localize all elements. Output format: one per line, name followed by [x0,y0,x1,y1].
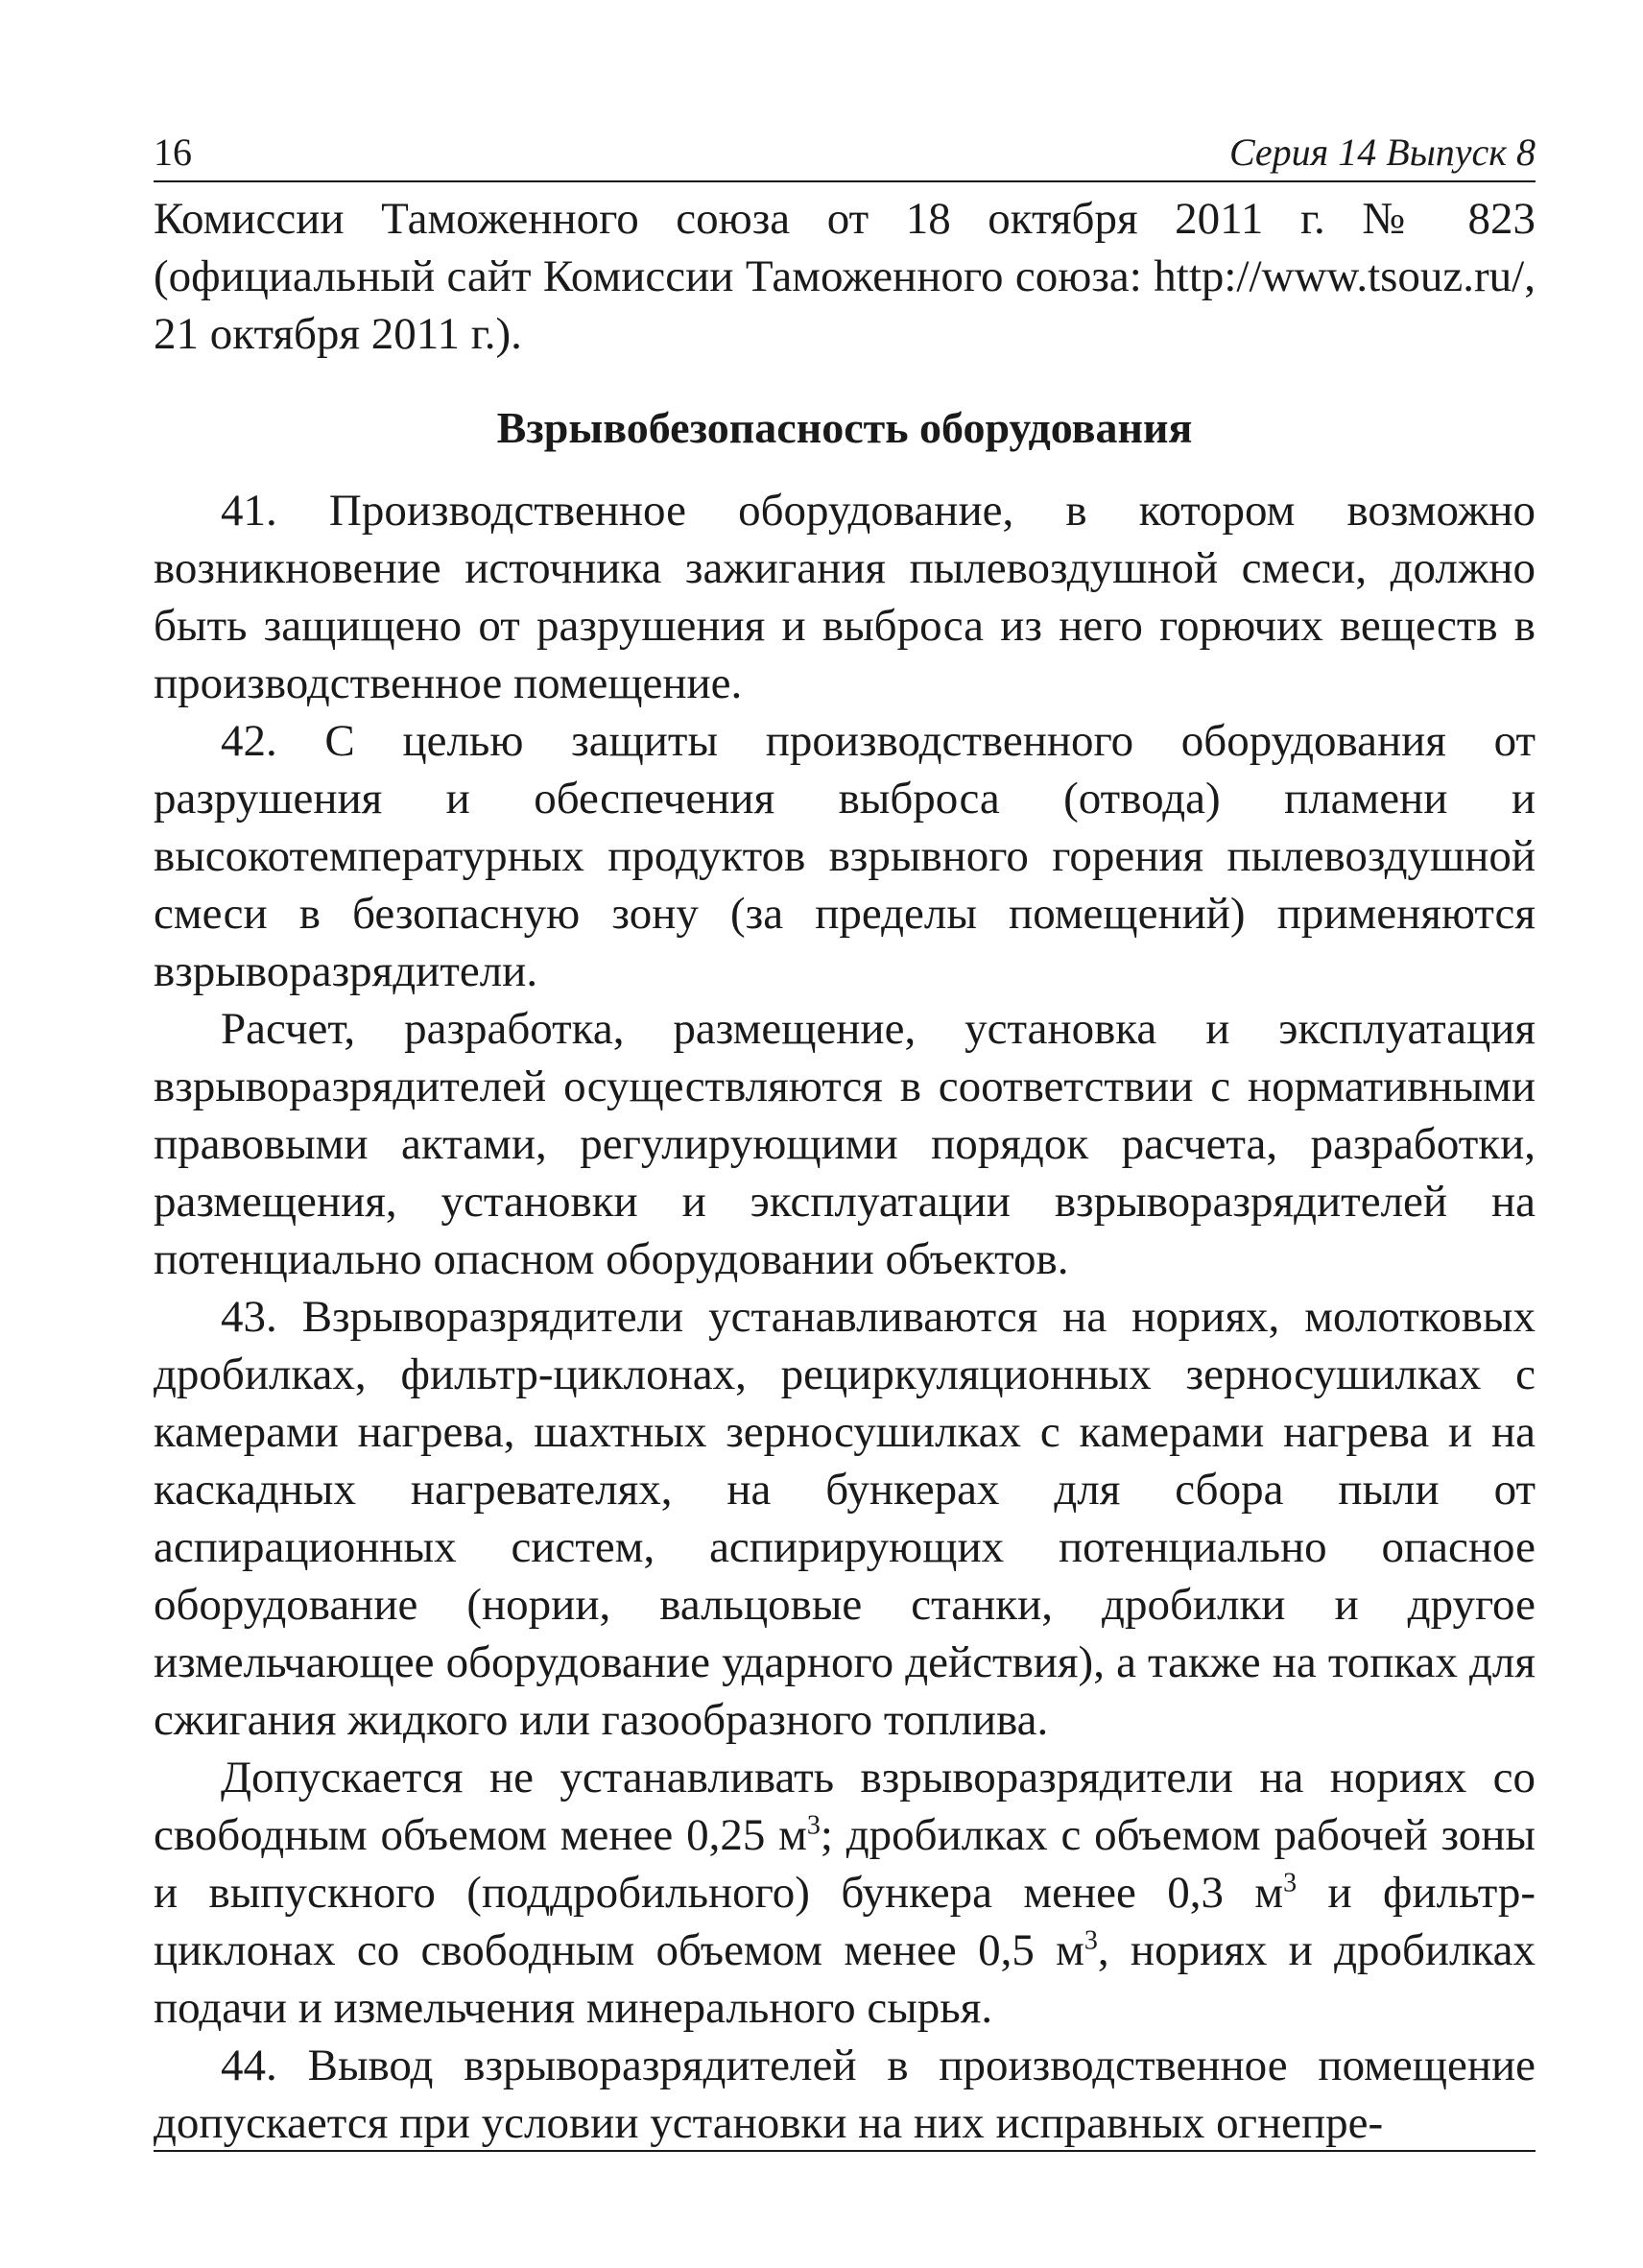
superscript: 3 [1083,1925,1098,1956]
paragraph-44: 44. Вывод взрыворазрядителей в производственное помещение допускается при условии установки на них исправных огнепре- [154,2041,1536,2148]
superscript: 3 [806,1810,821,1841]
paragraph-42: 42. С целью защиты производственного оборудования от разрушения и обеспечения выброса (отвода) пламени и высокотемпературных продуктов взрывного горения пылевоздушной смеси в безопасную зону (за пределы помещений) применяются взрыворазрядители. [154,716,1536,996]
footnote-divider [154,2150,1536,2152]
text-fragment: ; дробилках с объемом рабочей зоны и выпускного (поддробильного) бункера менее 0,3 м [154,1810,1536,1918]
text-fragment: и фильтр-циклонах со свободным объемом менее 0,5 м [154,1868,1536,1975]
text-fragment: Допускается не устанавливать взрыворазрядители на нориях со свободным объемом менее 0,25 м [154,1753,1536,1860]
document-page [154,125,1536,2152]
series-title: Серия 14 Выпуск 8 [1228,131,1536,174]
paragraph-43-continuation [154,1749,1536,2037]
superscript: 3 [1283,1868,1298,1898]
paragraph-42-continuation: Расчет, разработка, размещение, установка и эксплуатация взрыворазрядителей осуществляются в соответствии с нормативными правовыми актами, регулирующими порядок расчета, разработки, размещения, установки и эксплуатации взрыворазрядителей на потенциально опасном оборудовании объектов. [154,1004,1536,1284]
paragraph-41: 41. Производственное оборудование, в котором возможно возникновение источника зажигания пылевоздушной смеси, должно быть защищено от разрушения и выброса из него горючих веществ в производственное помещение. [154,486,1536,708]
page-number: 16 [154,131,192,174]
running-header [154,125,1536,182]
body-text [154,190,1536,2152]
text-fragment: , нориях и дробилках подачи и измельчения минерального сырья. [154,1925,1536,2033]
section-title: Взрывобезопасность оборудования [496,403,1193,452]
paragraph-43: 43. Взрыворазрядители устанавливаются на нориях, молотковых дробилках, фильтр-циклонах, рециркуляционных зерносушилках с камерами нагрева, шахтных зерносушилках с камерами нагрева и на каскадных нагревателях, на бункерах для сбора пыли от аспирационных систем, аспирирующих потенциально опасное оборудование (нории, вальцовые станки, дробилки и другое измельчающее оборудование ударного действия), а также на топках для сжигания жидкого или газообразного топлива. [154,1292,1536,1745]
paragraph-intro: Комиссии Таможенного союза от 18 октября 2011 г. № 823 (официальный сайт Комиссии Таможенного союза: http://www.tsouz.ru/, 21 октября 2011 г.). [154,194,1536,359]
